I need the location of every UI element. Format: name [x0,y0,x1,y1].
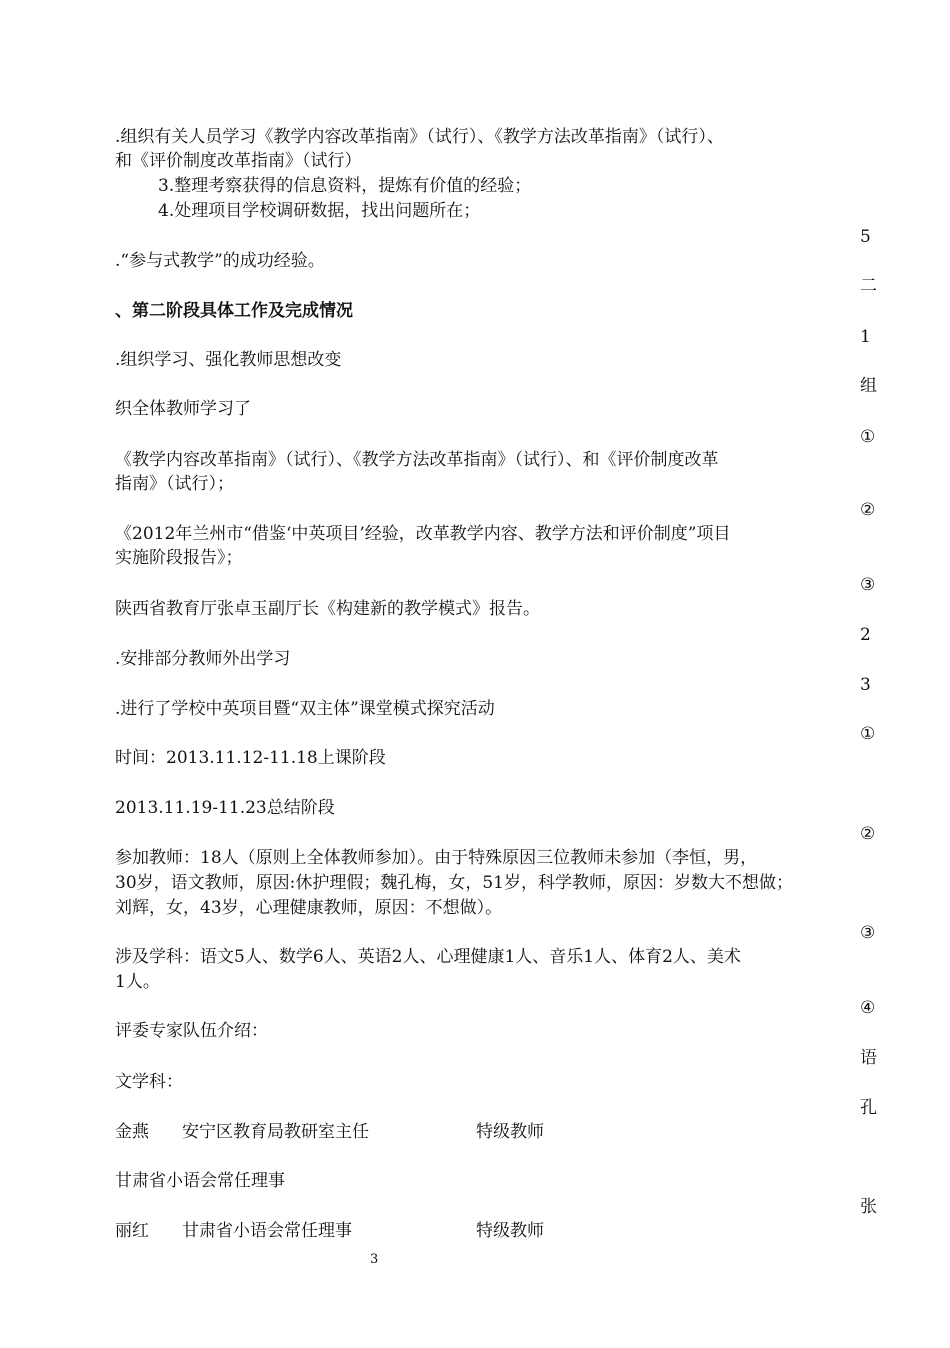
body-line: 涉及学科：语文5人、数学6人、英语2人、心理健康1人、音乐1人、体育2人、美术 [115,947,741,967]
body-line: 1人。 [115,972,160,992]
side-marker: 组 [860,376,877,396]
body-line: 4.处理项目学校调研数据，找出问题所在； [158,201,481,221]
body-line: .组织有关人员学习《教学内容改革指南》（试行）、《教学方法改革指南》（试行）、 [115,127,724,147]
expert-title: 特级教师 [476,1221,544,1241]
expert-name: 金燕 [115,1122,149,1142]
body-line: 《2012年兰州市“借鉴‘中英项目’经验，改革教学内容、教学方法和评价制度”项目 [115,524,731,544]
side-marker: 1 [860,327,871,347]
body-line: 陕西省教育厅张卓玉副厅长《构建新的教学模式》报告。 [115,599,540,619]
side-marker: 2 [860,625,871,645]
side-marker: ① [860,427,876,447]
expert-position: 安宁区教育局教研室主任 [182,1122,369,1142]
body-line: 评委专家队伍介绍： [115,1021,268,1041]
side-marker: ③ [860,575,876,595]
body-line: .进行了学校中英项目暨“双主体”课堂模式探究活动 [115,699,495,719]
body-line: .“参与式教学”的成功经验。 [115,251,325,271]
page-number: 3 [370,1252,379,1267]
body-line: 3.整理考察获得的信息资料，提炼有价值的经验； [158,176,532,196]
expert-position: 甘肃省小语会常任理事 [182,1221,352,1241]
side-marker: 孔 [860,1098,877,1118]
body-line: 时间：2013.11.12-11.18上课阶段 [115,748,386,768]
body-line: 参加教师：18人（原则上全体教师参加）。由于特殊原因三位教师未参加（李恒，男， [115,848,758,868]
side-marker: 5 [860,227,871,247]
body-line: 文学科： [115,1072,183,1092]
side-marker: 语 [860,1048,877,1068]
expert-title: 特级教师 [476,1122,544,1142]
body-line: 实施阶段报告》； [115,548,243,568]
body-line: 织全体教师学习了 [115,399,251,419]
body-line: 和《评价制度改革指南》（试行） [115,151,362,171]
body-line: 2013.11.19-11.23总结阶段 [115,798,335,818]
expert-position: 甘肃省小语会常任理事 [115,1171,285,1191]
body-line: 指南》（试行）； [115,474,234,494]
side-marker: ② [860,500,876,520]
body-line: 《教学内容改革指南》（试行）、《教学方法改革指南》（试行）、和《评价制度改革 [115,450,719,470]
side-marker: ③ [860,923,876,943]
body-line: 刘辉，女，43岁，心理健康教师，原因：不想做）。 [115,898,503,918]
side-marker: 张 [860,1197,877,1217]
side-marker: ② [860,824,876,844]
section-heading: 、第二阶段具体工作及完成情况 [115,301,353,321]
body-line: 30岁，语文教师，原因:休护理假；魏孔梅，女，51岁，科学教师，原因：岁数大不想做； [115,873,793,893]
body-line: .组织学习、强化教师思想改变 [115,350,342,370]
side-marker: ① [860,724,876,744]
side-marker: ④ [860,998,876,1018]
expert-name: 丽红 [115,1221,149,1241]
side-marker: 二 [860,276,877,296]
side-marker: 3 [860,675,871,695]
body-line: .安排部分教师外出学习 [115,649,291,669]
